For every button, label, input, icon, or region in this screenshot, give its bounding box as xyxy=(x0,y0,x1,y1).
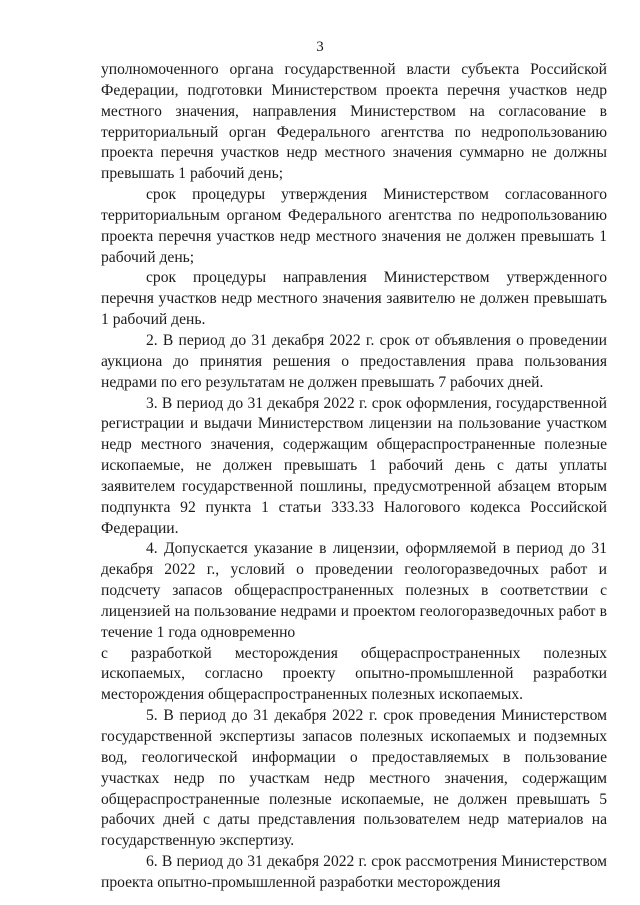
paragraph-sending-term: срок процедуры направления Министерством утвержденного перечня участков недр местного значения заявителю не должен превышать 1 рабочий день. xyxy=(101,269,607,329)
paragraph-item-4: 4. Допускается указание в лицензии, оформляемой в период до 31 декабря 2022 г., условий о проведении геологоразведочных работ и подсчету запасов общераспространенных полезных в соответствии с лицензией на пользование недрами и проектом геологоразведочных работ в течение 1 года одновременно xyxy=(101,540,607,641)
paragraph-item-3: 3. В период до 31 декабря 2022 г. срок оформления, государственной регистрации и выдачи Министерством лицензии на пользование участком недр местного значения, содержащим общераспространенные полезные ископаемые, не должен превышать 1 рабочий день с даты уплаты заявителем государственной пошлины, предусмотренной абзацем вторым подпункта 92 пункта 1 статьи 333.33 Налогового кодекса Российской Федерации. xyxy=(101,394,607,537)
document-body xyxy=(101,60,607,894)
paragraph-item-5: 5. В период до 31 декабря 2022 г. срок проведения Министерством государственной экспертизы запасов полезных ископаемых и подземных вод, геологической информации о предоставляемых в пользование участках недр по участкам недр местного значения, содержащим общераспространенные полезные ископаемые, не должен превышать 5 рабочих дней с даты представления пользователем недр материалов на государственную экспертизу. xyxy=(101,707,607,850)
paragraph-item-6: 6. В период до 31 декабря 2022 г. срок рассмотрения Министерством проекта опытно-промышленной разработки месторождения xyxy=(101,853,607,891)
paragraph-continuation: уполномоченного органа государственной власти субъекта Российской Федерации, подготовки Министерством проекта перечня участков недр местного значения, направления Министерством на согласование в территориальный орган Федерального агентства по недропользованию проекта перечня участков недр местного значения суммарно не должны превышать 1 рабочий день; xyxy=(101,61,607,183)
page-number: 3 xyxy=(316,39,324,55)
paragraph-item-2: 2. В период до 31 декабря 2022 г. срок от объявления о проведении аукциона до принятия решения о предоставления права пользования недрами по его результатам не должен превышать 7 рабочих дней. xyxy=(101,331,607,391)
paragraph-approval-term: срок процедуры утверждения Министерством согласованного территориальным органом Федерального агентства по недропользованию проекта перечня участков недр местного значения не должен превышать 1 рабочий день; xyxy=(101,186,607,266)
paragraph-item-4-continuation: с разработкой месторождения общераспространенных полезных ископаемых, согласно проекту опытно-промышленной разработки месторождения общераспространенных полезных ископаемых. xyxy=(101,644,607,704)
